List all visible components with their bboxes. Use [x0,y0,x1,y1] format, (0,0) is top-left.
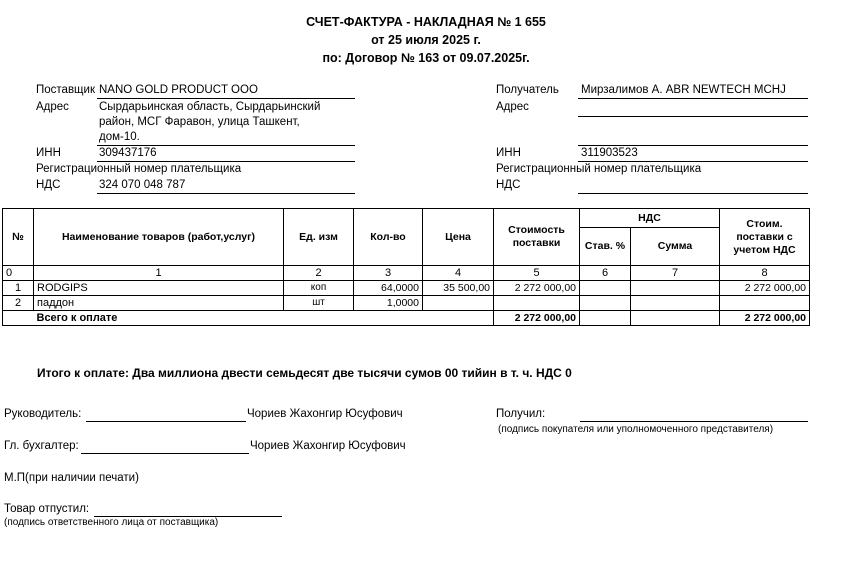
row-total: 2 272 000,00 [720,281,810,296]
released-note: (подпись ответственного лица от поставщика) [4,517,219,528]
buyer-nds-line [578,193,808,194]
supplier-inn: 309437176 [99,147,157,159]
buyer-nds-label: НДС [496,179,521,191]
header-total: Стоим. поставки с учетом НДС [720,209,810,266]
invoice-date: от 25 июля 2025 г. [371,33,481,47]
head-label: Руководитель: [4,408,82,420]
row-vat-rate [580,281,631,296]
head-signature-line [86,421,246,422]
buyer-address-line-2 [578,145,808,146]
row-vat-rate [580,296,631,311]
supplier-address-label: Адрес [36,101,69,113]
supplier-address-3: дом-10. [99,131,140,143]
header-vat-rate: Став. % [580,228,631,266]
buyer-inn: 311903523 [581,147,638,159]
supplier-label: Поставщик [36,84,95,96]
header-name: Наименование товаров (работ,услуг) [34,209,284,266]
received-label: Получил: [496,408,546,420]
col-number: 7 [631,266,720,281]
table-row [3,281,810,296]
stamp-label: М.П(при наличии печати) [4,472,139,484]
supplier-name: NANO GOLD PRODUCT OOO [99,84,258,96]
row-vat-sum [631,296,720,311]
amount-in-words: Итого к оплате: Два миллиона двести семьдесят две тысячи сумов 00 тийин в т. ч. НДС 0 [37,366,572,380]
total-label: Всего к оплате [34,311,494,326]
total-cost: 2 272 000,00 [494,311,580,326]
column-number-row [3,266,810,281]
col-number: 1 [34,266,284,281]
buyer-name-line [578,98,808,99]
row-cost: 2 272 000,00 [494,281,580,296]
row-cost [494,296,580,311]
table-total-row [3,311,810,326]
supplier-name-line [97,98,355,99]
col-number: 6 [580,266,631,281]
row-num: 1 [3,281,34,296]
row-name: RODGIPS [34,281,284,296]
header-price: Цена [423,209,494,266]
header-num: № [3,209,34,266]
buyer-inn-label: ИНН [496,147,521,159]
accountant-name: Чориев Жахонгир Юсуфович [250,440,406,452]
invoice-contract: по: Договор № 163 от 09.07.2025г. [322,51,530,65]
row-vat-sum [631,281,720,296]
col-number: 5 [494,266,580,281]
buyer-address-label: Адрес [496,101,529,113]
buyer-label: Получатель [496,84,559,96]
total-vat-rate [580,311,631,326]
supplier-nds: 324 070 048 787 [99,179,186,191]
table-row [3,296,810,311]
header-cost: Стоимость поставки [494,209,580,266]
received-signature-line [580,421,808,422]
supplier-address-1: Сырдарьинская область, Сырдарьинский [99,101,321,113]
row-unit: шт [284,296,354,311]
supplier-reg-label: Регистрационный номер плательщика [36,163,242,175]
supplier-nds-line [97,193,355,194]
row-qty: 64,0000 [354,281,423,296]
col-number: 8 [720,266,810,281]
col-number: 4 [423,266,494,281]
row-qty: 1,0000 [354,296,423,311]
buyer-name: Мирзалимов А. ABR NEWTECH MCHJ [581,84,786,96]
total-vat-sum [631,311,720,326]
supplier-inn-line [97,161,355,162]
accountant-label: Гл. бухгалтер: [4,440,79,452]
invoice-table [2,208,810,326]
supplier-nds-label: НДС [36,179,61,191]
header-vat: НДС [580,209,720,228]
supplier-inn-label: ИНН [36,147,61,159]
accountant-signature-line [81,453,249,454]
supplier-address-line [97,145,355,146]
buyer-reg-label: Регистрационный номер плательщика [496,163,702,175]
buyer-inn-line [578,161,808,162]
row-price [423,296,494,311]
head-name: Чориев Жахонгир Юсуфович [247,408,403,420]
col-number: 3 [354,266,423,281]
row-unit: коп [284,281,354,296]
header-vat-sum: Сумма [631,228,720,266]
row-name: паддон [34,296,284,311]
invoice-title: СЧЕТ-ФАКТУРА - НАКЛАДНАЯ № 1 655 [306,15,546,29]
col-number: 0 [3,266,34,281]
total-with-vat: 2 272 000,00 [720,311,810,326]
total-num-cell [3,311,34,326]
header-unit: Ед. изм [284,209,354,266]
header-qty: Кол-во [354,209,423,266]
row-total [720,296,810,311]
table-header-row [3,209,810,228]
row-price: 35 500,00 [423,281,494,296]
released-label: Товар отпустил: [4,503,90,515]
received-note: (подпись покупателя или уполномоченного представителя) [498,424,774,435]
supplier-address-2: район, МСГ Фаравон, улица Ташкент, [99,116,300,128]
buyer-address-line-1 [578,116,808,117]
row-num: 2 [3,296,34,311]
col-number: 2 [284,266,354,281]
